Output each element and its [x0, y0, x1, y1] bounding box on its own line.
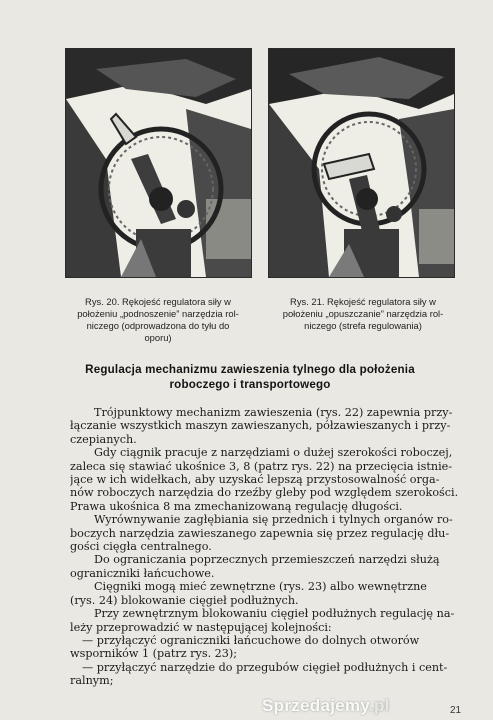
figure-21-photo [268, 48, 455, 278]
body-line: — przyłączyć ograniczniki łańcuchowe do dolnych otworów [82, 633, 420, 647]
heading-line: Regulacja mechanizmu zawieszenia tylnego dla położenia [85, 363, 415, 376]
body-line: łączanie wszystkich maszyn zawieszanych, półzawieszanych i przy- [70, 419, 451, 433]
body-line: Trójpunktowy mechanizm zawieszenia (rys. 22) zapewnia przy- [94, 406, 453, 419]
body-line: czepianych. [70, 432, 137, 446]
body-line: jące w ich widełkach, aby uzyskać lepszą przystosowalność orga- [70, 473, 440, 487]
body-line: Do ograniczania poprzecznych przemieszczeń narzędzi służą [94, 553, 440, 567]
body-line: nów roboczych narzędzia do rzeźby gleby pod względem szerokości. [70, 486, 459, 500]
body-line: (rys. 24) blokowanie cięgieł podłużnych. [70, 593, 299, 607]
section-heading [80, 362, 420, 392]
figure-20-illustration [66, 49, 251, 277]
figure-20-photo [65, 48, 252, 278]
body-line: ograniczniki łańcuchowe. [70, 566, 215, 580]
body-line: wsporników 1 (patrz rys. 23); [70, 647, 238, 661]
caption-line: Rys. 20. Rękojeść regulatora siły w [85, 296, 231, 307]
body-line: ralnym; [70, 674, 114, 688]
body-line: Wyrównywanie zagłębiania się przednich i tylnych organów ro- [94, 513, 453, 527]
caption-line: niczego (strefa regulowania) [304, 320, 422, 331]
body-line: Prawa ukośnica 8 ma zmechanizowaną regulację długości. [70, 499, 403, 513]
body-line: boczych narzędzia zawieszanego zapewnia się przez regulację dłu- [70, 526, 450, 540]
body-line: — przyłączyć narzędzie do przegubów cięgieł podłużnych i cent- [82, 660, 448, 674]
watermark-text: Sprzedajemy [262, 696, 369, 715]
watermark-suffix: .pl [368, 696, 390, 715]
body-line: Przy zewnętrznym blokowaniu cięgieł podłużnych regulację na- [94, 607, 455, 621]
body-text [70, 406, 465, 688]
figure-21-illustration [269, 49, 454, 277]
watermark-logo [262, 696, 488, 718]
caption-line: niczego (odprowadzona do tyłu do [86, 320, 230, 331]
heading-line: roboczego i transportowego [169, 378, 331, 391]
body-line: zaleca się stawiać ukośnice 3, 8 (patrz rys. 22) na przecięcia istnie- [70, 459, 453, 473]
caption-line: oporu) [144, 332, 172, 343]
body-line: Gdy ciągnik pracuje z narzędziami o dużej szerokości roboczej, [94, 446, 453, 460]
figure-21-caption [263, 296, 463, 332]
figure-20-caption [58, 296, 258, 344]
page-number: 21 [450, 705, 462, 716]
body-line: leży przeprowadzić w następującej kolejności: [70, 620, 332, 634]
caption-line: położeniu „podnoszenie” narzędzia rol- [77, 308, 239, 319]
caption-line: położeniu „opuszczanie” narzędzia rol- [282, 308, 444, 319]
caption-line: Rys. 21. Rękojeść regulatora siły w [290, 296, 436, 307]
body-line: gości cięgła centralnego. [70, 540, 212, 554]
body-line: Cięgniki mogą mieć zewnętrzne (rys. 23) albo wewnętrzne [94, 580, 427, 594]
